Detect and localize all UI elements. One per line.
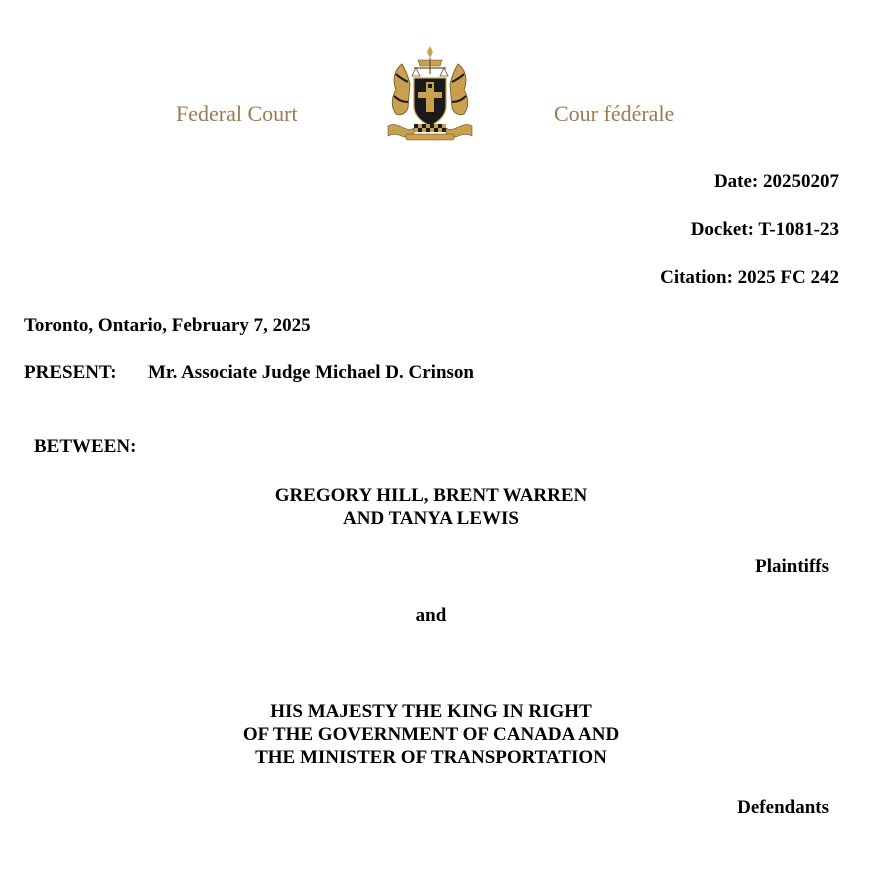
court-crest-icon [384, 44, 476, 144]
court-name-english: Federal Court [176, 101, 298, 126]
present-label: PRESENT: [24, 362, 117, 383]
defendants-name-line: THE MINISTER OF TRANSPORTATION [255, 747, 607, 768]
place-and-date: Toronto, Ontario, February 7, 2025 [24, 315, 311, 336]
citation: Citation: 2025 FC 242 [660, 267, 839, 288]
defendants-name-line: HIS MAJESTY THE KING IN RIGHT [270, 701, 592, 722]
plaintiffs-role: Plaintiffs [755, 556, 829, 577]
defendants-names [0, 700, 862, 769]
and-separator: and [415, 605, 447, 626]
plaintiffs-names [0, 484, 862, 530]
docket-number: Docket: T-1081-23 [690, 219, 839, 240]
court-name-french: Cour fédérale [554, 101, 675, 126]
defendants-name-line: OF THE GOVERNMENT OF CANADA AND [242, 724, 620, 745]
decision-date: Date: 20250207 [713, 171, 839, 192]
plaintiffs-name-line: GREGORY HILL, BRENT WARREN [274, 485, 588, 506]
defendants-role: Defendants [737, 797, 829, 818]
between-label: BETWEEN: [34, 436, 137, 457]
plaintiffs-name-line: AND TANYA LEWIS [343, 508, 519, 529]
presiding-judge: Mr. Associate Judge Michael D. Crinson [148, 362, 474, 383]
